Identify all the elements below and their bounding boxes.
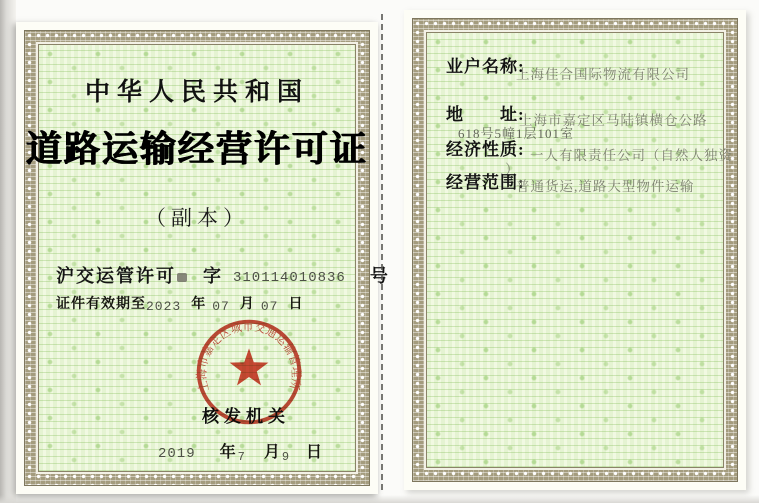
day-unit: 日 (288, 297, 304, 312)
field-value-economic-nature: 一人有限责任公司（自然人独资 (530, 148, 733, 163)
field-value-address-line2: 618号5幢1层101室 (458, 126, 575, 141)
field-label-business-name: 业户名称: (446, 57, 525, 76)
issue-month-unit: 月 (263, 444, 280, 461)
field-value-economic-nature-wrap: ） (505, 162, 520, 177)
validity-day: 07 (260, 299, 279, 314)
year-unit: 年 (191, 297, 207, 312)
validity-label: 证件有效期至 (56, 297, 146, 312)
field-value-business-name: 上海佳合国际物流有限公司 (516, 67, 690, 82)
booklet-binding-stitch (381, 14, 383, 490)
security-pattern-right (426, 32, 724, 468)
field-value-business-scope: 普通货运,道路大型物件运输 (516, 179, 695, 194)
license-prefix: 沪交运管许可 (56, 266, 176, 286)
issue-date-line (16, 439, 378, 464)
permit-title: 道路运输经营许可证 (25, 129, 368, 169)
permit-details-page (404, 10, 746, 490)
month-unit: 月 (239, 297, 255, 312)
issue-day-unit: 日 (306, 444, 323, 461)
license-zi-char: 字 (203, 266, 223, 286)
duplicate-copy-label: （副本） (145, 206, 249, 230)
ornate-border-right (412, 18, 738, 482)
validity-month: 07 (212, 299, 230, 314)
field-value-address-line1: 上海市嘉定区马陆镇横仓公路 (519, 113, 708, 128)
license-number-line (56, 262, 390, 288)
seal-arc-text: 上海市嘉定区城市交通运输管理所 (194, 319, 304, 394)
field-label-business-scope: 经营范围: (446, 173, 525, 192)
country-heading: 中华人民共和国 (84, 79, 309, 106)
field-label-economic-nature: 经济性质: (446, 140, 525, 159)
issue-year-unit: 年 (219, 444, 236, 461)
field-label-address: 地 址: (446, 105, 525, 124)
issue-month: 7 (237, 450, 246, 464)
validity-line (56, 293, 303, 314)
ink-smudge (177, 273, 187, 282)
permit-cover-page (16, 22, 390, 494)
license-hao-char: 号 (369, 266, 390, 286)
seal-star-icon (230, 348, 269, 385)
issuing-authority-label: 核发机关 (202, 407, 290, 426)
scanner-edge-shadow (0, 0, 16, 503)
validity-year: 2023 (146, 299, 182, 314)
issue-year: 2019 (158, 446, 196, 462)
issue-day: 9 (281, 450, 291, 464)
scanner-bottom-shadow (0, 495, 759, 503)
license-number: 310114010836 (233, 270, 346, 286)
